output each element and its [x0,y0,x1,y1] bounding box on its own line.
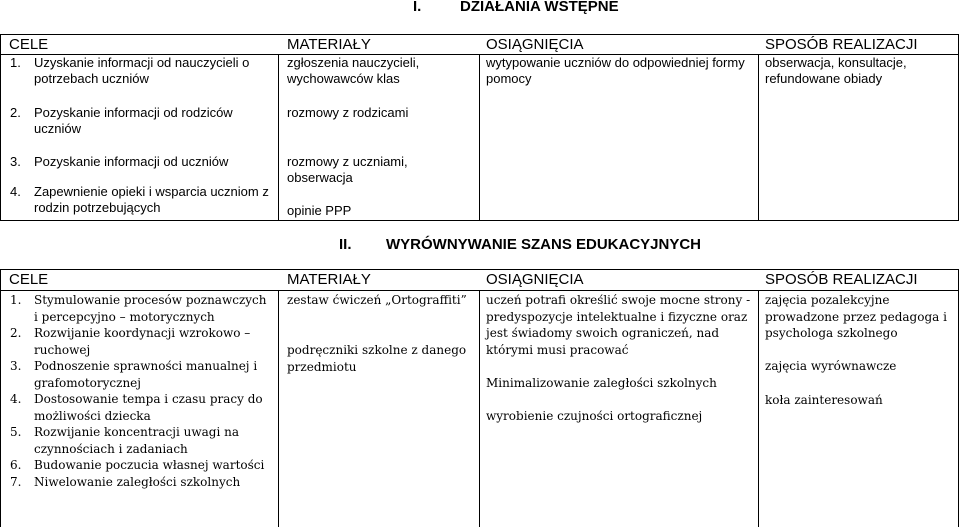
achievement-item: wyrobienie czujności ortograficznej [486,409,703,423]
section-1-goals [10,55,272,87]
section-1-number: I. [413,0,422,15]
method-item: zajęcia wyrównawcze [765,359,897,373]
section-1-goals-2 [10,105,272,137]
method-item: koła zainteresowań [765,393,883,407]
goal-item: 5. Rozwijanie koncentracji uwagi na czynnościach i zadaniach [10,425,240,456]
method-item: zajęcia pozalekcyjne prowadzone przez pedagoga i psychologa szkolnego [765,293,947,340]
header-materialy: MATERIAŁY [287,36,371,53]
material-item: podręczniki szkolne z danego przedmiotu [287,343,467,374]
goal-item: 3. Podnoszenie sprawności manualnej i grafomotorycznej [10,359,258,390]
goal-item: 4. Zapewnienie opieki i wsparcia uczniom z rodzin potrzebujących [10,184,269,215]
section-2-goals [10,292,272,490]
header-osiagniecia: OSIĄGNIĘCIA [486,36,584,53]
goal-item: 1. Uzyskanie informacji od nauczycieli o potrzebach uczniów [10,55,250,86]
header-sposob-realizacji: SPOSÓB REALIZACJI [765,36,918,53]
goal-item: 2. Rozwijanie koordynacji wzrokowo – ruchowej [10,326,251,357]
header-cele: CELE [9,36,49,53]
header-materialy: MATERIAŁY [287,271,371,288]
section-2-title-text: WYRÓWNYWANIE SZANS EDUKACYJNYCH [386,236,702,253]
header-sposob-realizacji: SPOSÓB REALIZACJI [765,271,918,288]
header-cele: CELE [9,271,49,288]
goal-item: 2. Pozyskanie informacji od rodziców uczniów [10,105,233,136]
goal-item: 6. Budowanie poczucia własnej wartości [10,458,265,472]
section-1-title [413,0,619,15]
section-2-title [339,236,701,253]
material-item: rozmowy z uczniami, obserwacja [287,154,408,185]
goal-item: 7. Niwelowanie zaległości szkolnych [10,474,241,489]
goal-item: 4. Dostosowanie tempa i czasu pracy do możliwości dziecka [10,392,263,423]
goal-item: 1. Stymulowanie procesów poznawczych i percepcyjno – motorycznych [10,293,267,324]
goal-item: 3. Pozyskanie informacji od uczniów [10,154,229,169]
section-1-title-text: DZIAŁANIA WSTĘPNE [460,0,619,15]
achievement-item: uczeń potrafi określić swoje mocne strony - predyspozycje intelektualne i fizyczne oraz jest świadomy swoich ograniczeń, nad którymi musi pracować [486,293,751,357]
header-osiagniecia: OSIĄGNIĘCIA [486,271,584,288]
material-item: zgłoszenia nauczycieli, wychowawców klas [287,55,420,86]
material-item: rozmowy z rodzicami [287,105,409,120]
material-item: zestaw ćwiczeń „Ortograffiti” [287,293,467,307]
method-item: obserwacja, konsultacje, refundowane obiady [765,55,907,86]
section-1-goals-3 [10,154,272,216]
achievement-item: Minimalizowanie zaległości szkolnych [486,376,717,390]
achievement-item: wytypowanie uczniów do odpowiedniej formy pomocy [486,55,745,86]
section-2-number: II. [339,236,352,253]
material-item: opinie PPP [287,203,352,218]
